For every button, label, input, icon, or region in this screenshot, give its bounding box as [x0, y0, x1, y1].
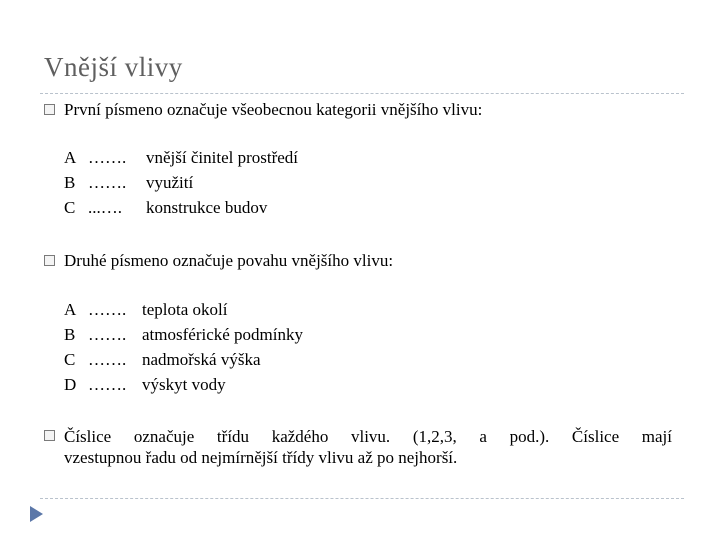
paragraph-line: vzestupnou řadu od nejmírnější třídy vlivu až po nejhorší.	[64, 448, 458, 467]
list-key: A	[64, 300, 77, 319]
footer-divider	[40, 498, 684, 499]
list-key: B	[64, 325, 76, 344]
list-value: konstrukce budov	[146, 198, 268, 217]
list-key: A	[64, 148, 77, 167]
slide-title: Vnější vlivy	[44, 52, 183, 82]
list-dots: …….	[88, 148, 127, 167]
list-dots: …….	[88, 173, 127, 192]
list-key: C	[64, 198, 76, 217]
list-dots: …….	[88, 350, 127, 369]
bullet-text: První písmeno označuje všeobecnou kategorii vnějšího vlivu:	[64, 100, 483, 119]
list-dots: ...….	[88, 198, 122, 217]
next-slide-arrow-icon[interactable]	[30, 506, 43, 522]
list-key: D	[64, 375, 77, 394]
list-value: vnější činitel prostředí	[146, 148, 299, 167]
list-value: výskyt vody	[142, 375, 226, 394]
bullet-box-icon	[44, 104, 55, 115]
list-key: C	[64, 350, 76, 369]
bullet-box-icon	[44, 255, 55, 266]
list-key: B	[64, 173, 76, 192]
list-dots: …….	[88, 325, 127, 344]
list-value: nadmořská výška	[142, 350, 261, 369]
list-value: atmosférické podmínky	[142, 325, 303, 344]
list-value: teplota okolí	[142, 300, 228, 319]
bullet-box-icon	[44, 430, 55, 441]
list-dots: …….	[88, 375, 127, 394]
paragraph-line: Číslice označuje třídu každého vlivu. (1,2,3, a pod.). Číslice mají	[64, 427, 672, 446]
bullet-text: Druhé písmeno označuje povahu vnějšího vlivu:	[64, 251, 394, 270]
title-divider	[40, 93, 684, 94]
list-dots: …….	[88, 300, 127, 319]
digit-paragraph	[64, 426, 672, 468]
list-value: využití	[146, 173, 194, 192]
